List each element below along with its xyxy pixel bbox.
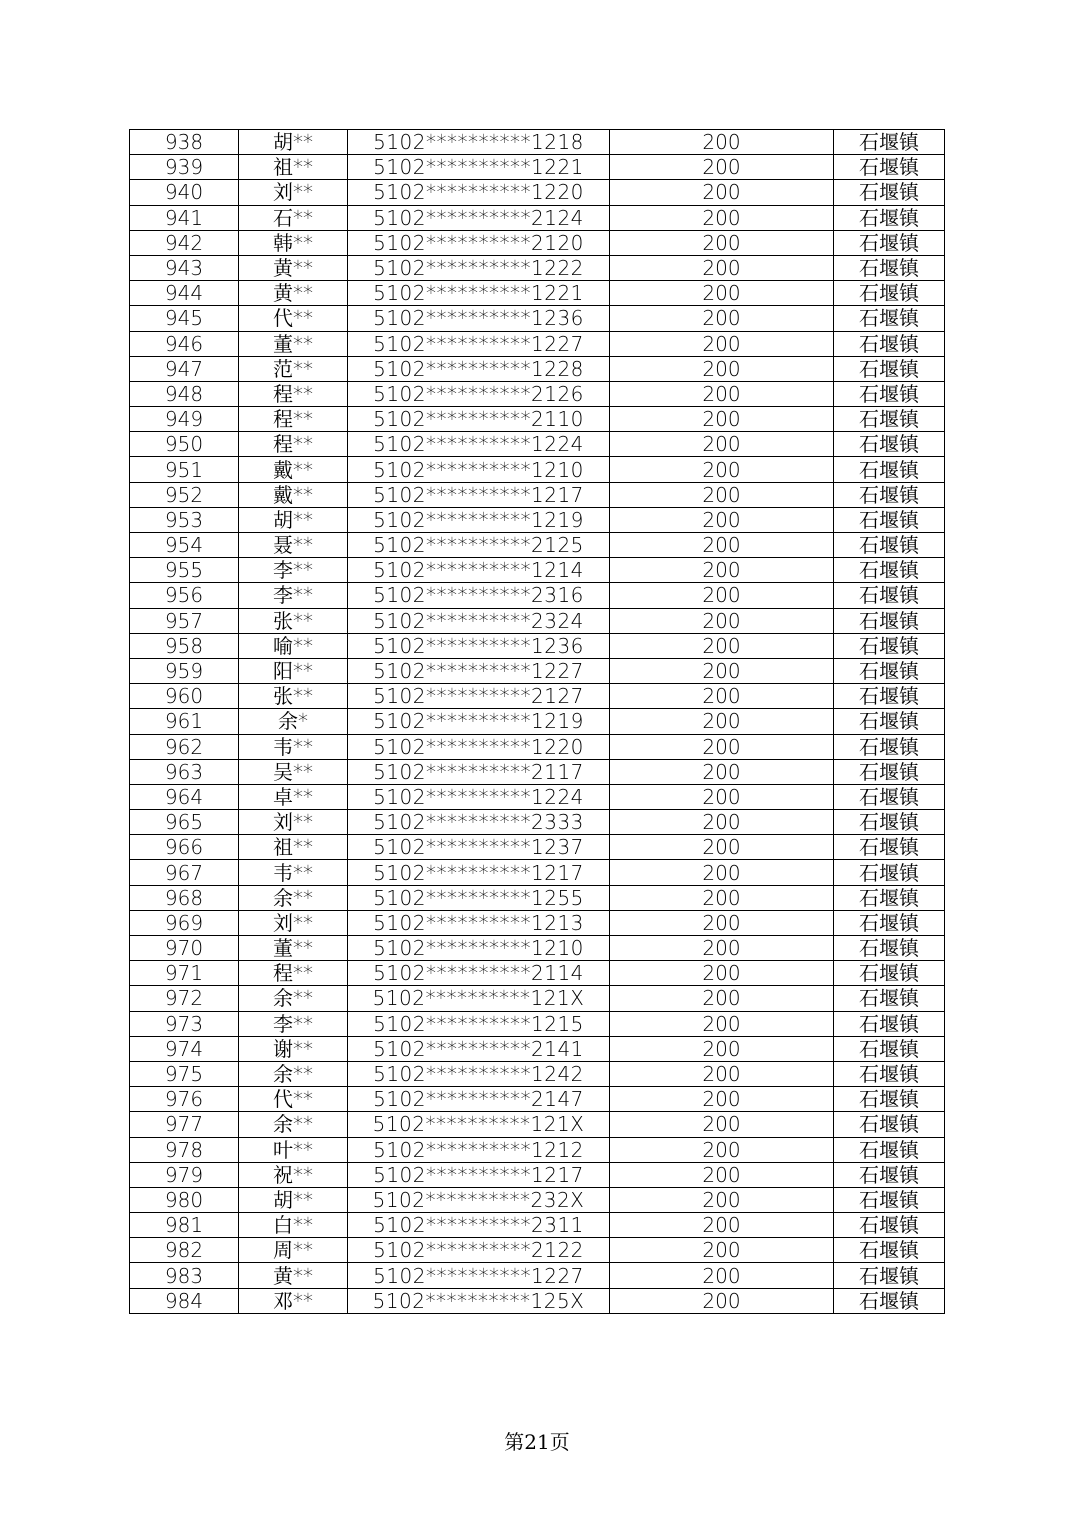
town-cell: 石堰镇: [834, 155, 945, 180]
amount-cell: 200: [610, 658, 834, 683]
amount-cell: 200: [610, 1036, 834, 1061]
name-cell: 董**: [239, 936, 348, 961]
serial-number-cell: 952: [130, 482, 239, 507]
amount-cell: 200: [610, 684, 834, 709]
amount-cell: 200: [610, 583, 834, 608]
table-row: [130, 130, 945, 155]
town-cell: 石堰镇: [834, 230, 945, 255]
amount-cell: 200: [610, 986, 834, 1011]
name-cell: 阳**: [239, 658, 348, 683]
serial-number-cell: 961: [130, 709, 239, 734]
id-number-cell: 5102**********1210: [348, 936, 610, 961]
table-row: [130, 1061, 945, 1086]
name-cell: 刘**: [239, 810, 348, 835]
town-cell: 石堰镇: [834, 482, 945, 507]
town-cell: 石堰镇: [834, 180, 945, 205]
table-row: [130, 1087, 945, 1112]
town-cell: 石堰镇: [834, 658, 945, 683]
id-number-cell: 5102**********1221: [348, 155, 610, 180]
table-row: [130, 961, 945, 986]
name-cell: 李**: [239, 558, 348, 583]
town-cell: 石堰镇: [834, 583, 945, 608]
serial-number-cell: 960: [130, 684, 239, 709]
amount-cell: 200: [610, 961, 834, 986]
town-cell: 石堰镇: [834, 306, 945, 331]
name-cell: 石**: [239, 205, 348, 230]
id-number-cell: 5102**********2120: [348, 230, 610, 255]
id-number-cell: 5102**********2126: [348, 381, 610, 406]
table-row: [130, 709, 945, 734]
table-row: [130, 1137, 945, 1162]
table-row: [130, 910, 945, 935]
id-number-cell: 5102**********1220: [348, 734, 610, 759]
table-row: [130, 684, 945, 709]
id-number-cell: 5102**********2311: [348, 1213, 610, 1238]
amount-cell: 200: [610, 608, 834, 633]
serial-number-cell: 976: [130, 1087, 239, 1112]
amount-cell: 200: [610, 130, 834, 155]
town-cell: 石堰镇: [834, 633, 945, 658]
town-cell: 石堰镇: [834, 1213, 945, 1238]
amount-cell: 200: [610, 910, 834, 935]
name-cell: 余**: [239, 885, 348, 910]
name-cell: 余**: [239, 1112, 348, 1137]
id-number-cell: 5102**********1217: [348, 860, 610, 885]
amount-cell: 200: [610, 205, 834, 230]
name-cell: 韩**: [239, 230, 348, 255]
town-cell: 石堰镇: [834, 1137, 945, 1162]
name-cell: 戴**: [239, 482, 348, 507]
amount-cell: 200: [610, 835, 834, 860]
name-cell: 黄**: [239, 281, 348, 306]
table-row: [130, 1112, 945, 1137]
name-cell: 戴**: [239, 457, 348, 482]
amount-cell: 200: [610, 885, 834, 910]
serial-number-cell: 940: [130, 180, 239, 205]
id-number-cell: 5102**********1222: [348, 255, 610, 280]
town-cell: 石堰镇: [834, 961, 945, 986]
town-cell: 石堰镇: [834, 558, 945, 583]
serial-number-cell: 959: [130, 658, 239, 683]
id-number-cell: 5102**********1212: [348, 1137, 610, 1162]
id-number-cell: 5102**********1236: [348, 306, 610, 331]
amount-cell: 200: [610, 331, 834, 356]
id-number-cell: 5102**********1213: [348, 910, 610, 935]
table-row: [130, 986, 945, 1011]
table-row: [130, 810, 945, 835]
serial-number-cell: 948: [130, 381, 239, 406]
id-number-cell: 5102**********2122: [348, 1238, 610, 1263]
serial-number-cell: 965: [130, 810, 239, 835]
id-number-cell: 5102**********1218: [348, 130, 610, 155]
town-cell: 石堰镇: [834, 986, 945, 1011]
serial-number-cell: 982: [130, 1238, 239, 1263]
serial-number-cell: 969: [130, 910, 239, 935]
serial-number-cell: 974: [130, 1036, 239, 1061]
serial-number-cell: 939: [130, 155, 239, 180]
town-cell: 石堰镇: [834, 910, 945, 935]
serial-number-cell: 968: [130, 885, 239, 910]
name-cell: 胡**: [239, 507, 348, 532]
table-row: [130, 860, 945, 885]
table-row: [130, 936, 945, 961]
id-number-cell: 5102**********2333: [348, 810, 610, 835]
serial-number-cell: 977: [130, 1112, 239, 1137]
town-cell: 石堰镇: [834, 860, 945, 885]
table-row: [130, 784, 945, 809]
id-number-cell: 5102**********1255: [348, 885, 610, 910]
town-cell: 石堰镇: [834, 835, 945, 860]
name-cell: 刘**: [239, 180, 348, 205]
name-cell: 刘**: [239, 910, 348, 935]
amount-cell: 200: [610, 633, 834, 658]
serial-number-cell: 975: [130, 1061, 239, 1086]
serial-number-cell: 945: [130, 306, 239, 331]
amount-cell: 200: [610, 457, 834, 482]
table-row: [130, 507, 945, 532]
amount-cell: 200: [610, 1162, 834, 1187]
amount-cell: 200: [610, 936, 834, 961]
name-cell: 祝**: [239, 1162, 348, 1187]
town-cell: 石堰镇: [834, 1011, 945, 1036]
town-cell: 石堰镇: [834, 608, 945, 633]
serial-number-cell: 946: [130, 331, 239, 356]
town-cell: 石堰镇: [834, 356, 945, 381]
id-number-cell: 5102**********2324: [348, 608, 610, 633]
town-cell: 石堰镇: [834, 205, 945, 230]
town-cell: 石堰镇: [834, 1162, 945, 1187]
town-cell: 石堰镇: [834, 507, 945, 532]
serial-number-cell: 951: [130, 457, 239, 482]
serial-number-cell: 958: [130, 633, 239, 658]
name-cell: 韦**: [239, 734, 348, 759]
name-cell: 黄**: [239, 255, 348, 280]
id-number-cell: 5102**********1227: [348, 658, 610, 683]
table-row: [130, 281, 945, 306]
name-cell: 董**: [239, 331, 348, 356]
id-number-cell: 5102**********125X: [348, 1288, 610, 1313]
id-number-cell: 5102**********2117: [348, 759, 610, 784]
name-cell: 喻**: [239, 633, 348, 658]
id-number-cell: 5102**********2125: [348, 533, 610, 558]
table-row: [130, 306, 945, 331]
serial-number-cell: 944: [130, 281, 239, 306]
table-row: [130, 885, 945, 910]
table-row: [130, 407, 945, 432]
table-row: [130, 432, 945, 457]
table-row: [130, 658, 945, 683]
page-number: 第21页: [504, 1430, 570, 1454]
name-cell: 黄**: [239, 1263, 348, 1288]
serial-number-cell: 980: [130, 1187, 239, 1212]
serial-number-cell: 963: [130, 759, 239, 784]
amount-cell: 200: [610, 432, 834, 457]
town-cell: 石堰镇: [834, 457, 945, 482]
table-row: [130, 205, 945, 230]
id-number-cell: 5102**********1214: [348, 558, 610, 583]
id-number-cell: 5102**********1221: [348, 281, 610, 306]
town-cell: 石堰镇: [834, 1187, 945, 1212]
id-number-cell: 5102**********1219: [348, 507, 610, 532]
table-row: [130, 734, 945, 759]
amount-cell: 200: [610, 784, 834, 809]
amount-cell: 200: [610, 709, 834, 734]
table-row: [130, 381, 945, 406]
id-number-cell: 5102**********2114: [348, 961, 610, 986]
amount-cell: 200: [610, 1087, 834, 1112]
town-cell: 石堰镇: [834, 709, 945, 734]
serial-number-cell: 947: [130, 356, 239, 381]
amount-cell: 200: [610, 1061, 834, 1086]
id-number-cell: 5102**********2127: [348, 684, 610, 709]
table-row: [130, 1187, 945, 1212]
name-cell: 程**: [239, 381, 348, 406]
amount-cell: 200: [610, 734, 834, 759]
amount-cell: 200: [610, 810, 834, 835]
amount-cell: 200: [610, 356, 834, 381]
id-number-cell: 5102**********1227: [348, 331, 610, 356]
town-cell: 石堰镇: [834, 810, 945, 835]
name-cell: 胡**: [239, 1187, 348, 1212]
serial-number-cell: 950: [130, 432, 239, 457]
name-cell: 余**: [239, 1061, 348, 1086]
table-row: [130, 180, 945, 205]
amount-cell: 200: [610, 482, 834, 507]
serial-number-cell: 971: [130, 961, 239, 986]
table-row: [130, 583, 945, 608]
serial-number-cell: 984: [130, 1288, 239, 1313]
town-cell: 石堰镇: [834, 255, 945, 280]
table-row: [130, 1162, 945, 1187]
id-number-cell: 5102**********1224: [348, 784, 610, 809]
id-number-cell: 5102**********1228: [348, 356, 610, 381]
name-cell: 张**: [239, 608, 348, 633]
serial-number-cell: 954: [130, 533, 239, 558]
name-cell: 聂**: [239, 533, 348, 558]
name-cell: 韦**: [239, 860, 348, 885]
town-cell: 石堰镇: [834, 1288, 945, 1313]
town-cell: 石堰镇: [834, 1036, 945, 1061]
amount-cell: 200: [610, 759, 834, 784]
id-number-cell: 5102**********232X: [348, 1187, 610, 1212]
name-cell: 范**: [239, 356, 348, 381]
name-cell: 代**: [239, 306, 348, 331]
name-cell: 李**: [239, 1011, 348, 1036]
amount-cell: 200: [610, 230, 834, 255]
name-cell: 胡**: [239, 130, 348, 155]
name-cell: 周**: [239, 1238, 348, 1263]
serial-number-cell: 962: [130, 734, 239, 759]
name-cell: 张**: [239, 684, 348, 709]
serial-number-cell: 979: [130, 1162, 239, 1187]
name-cell: 谢**: [239, 1036, 348, 1061]
table-row: [130, 1263, 945, 1288]
town-cell: 石堰镇: [834, 1238, 945, 1263]
id-number-cell: 5102**********1242: [348, 1061, 610, 1086]
id-number-cell: 5102**********121X: [348, 986, 610, 1011]
amount-cell: 200: [610, 1263, 834, 1288]
serial-number-cell: 956: [130, 583, 239, 608]
town-cell: 石堰镇: [834, 381, 945, 406]
serial-number-cell: 970: [130, 936, 239, 961]
amount-cell: 200: [610, 306, 834, 331]
serial-number-cell: 941: [130, 205, 239, 230]
name-cell: 代**: [239, 1087, 348, 1112]
town-cell: 石堰镇: [834, 432, 945, 457]
serial-number-cell: 966: [130, 835, 239, 860]
name-cell: 白**: [239, 1213, 348, 1238]
table-row: [130, 1036, 945, 1061]
town-cell: 石堰镇: [834, 684, 945, 709]
name-cell: 吴**: [239, 759, 348, 784]
id-number-cell: 5102**********1227: [348, 1263, 610, 1288]
serial-number-cell: 967: [130, 860, 239, 885]
name-cell: 程**: [239, 432, 348, 457]
town-cell: 石堰镇: [834, 130, 945, 155]
town-cell: 石堰镇: [834, 734, 945, 759]
id-number-cell: 5102**********1224: [348, 432, 610, 457]
id-number-cell: 5102**********2110: [348, 407, 610, 432]
id-number-cell: 5102**********1210: [348, 457, 610, 482]
name-cell: 邓**: [239, 1288, 348, 1313]
amount-cell: 200: [610, 1238, 834, 1263]
town-cell: 石堰镇: [834, 784, 945, 809]
town-cell: 石堰镇: [834, 1087, 945, 1112]
name-cell: 程**: [239, 407, 348, 432]
serial-number-cell: 957: [130, 608, 239, 633]
amount-cell: 200: [610, 1187, 834, 1212]
serial-number-cell: 978: [130, 1137, 239, 1162]
town-cell: 石堰镇: [834, 1061, 945, 1086]
table-row: [130, 1288, 945, 1313]
table-row: [130, 759, 945, 784]
serial-number-cell: 938: [130, 130, 239, 155]
id-number-cell: 5102**********1215: [348, 1011, 610, 1036]
amount-cell: 200: [610, 860, 834, 885]
serial-number-cell: 942: [130, 230, 239, 255]
amount-cell: 200: [610, 180, 834, 205]
table-row: [130, 457, 945, 482]
table-row: [130, 533, 945, 558]
table-row: [130, 1011, 945, 1036]
amount-cell: 200: [610, 558, 834, 583]
subsidy-list-table: [129, 129, 945, 1314]
id-number-cell: 5102**********2124: [348, 205, 610, 230]
serial-number-cell: 972: [130, 986, 239, 1011]
town-cell: 石堰镇: [834, 1263, 945, 1288]
name-cell: 余*: [239, 709, 348, 734]
serial-number-cell: 943: [130, 255, 239, 280]
name-cell: 程**: [239, 961, 348, 986]
town-cell: 石堰镇: [834, 533, 945, 558]
id-number-cell: 5102**********1219: [348, 709, 610, 734]
amount-cell: 200: [610, 1137, 834, 1162]
serial-number-cell: 955: [130, 558, 239, 583]
table-row: [130, 255, 945, 280]
serial-number-cell: 964: [130, 784, 239, 809]
table-row: [130, 1238, 945, 1263]
id-number-cell: 5102**********121X: [348, 1112, 610, 1137]
amount-cell: 200: [610, 407, 834, 432]
id-number-cell: 5102**********2141: [348, 1036, 610, 1061]
amount-cell: 200: [610, 533, 834, 558]
serial-number-cell: 973: [130, 1011, 239, 1036]
id-number-cell: 5102**********1217: [348, 1162, 610, 1187]
id-number-cell: 5102**********1217: [348, 482, 610, 507]
amount-cell: 200: [610, 155, 834, 180]
town-cell: 石堰镇: [834, 281, 945, 306]
id-number-cell: 5102**********1237: [348, 835, 610, 860]
name-cell: 余**: [239, 986, 348, 1011]
table-row: [130, 155, 945, 180]
town-cell: 石堰镇: [834, 331, 945, 356]
id-number-cell: 5102**********2316: [348, 583, 610, 608]
amount-cell: 200: [610, 1213, 834, 1238]
table-row: [130, 331, 945, 356]
table-row: [130, 608, 945, 633]
serial-number-cell: 953: [130, 507, 239, 532]
id-number-cell: 5102**********1220: [348, 180, 610, 205]
town-cell: 石堰镇: [834, 1112, 945, 1137]
id-number-cell: 5102**********1236: [348, 633, 610, 658]
serial-number-cell: 949: [130, 407, 239, 432]
serial-number-cell: 983: [130, 1263, 239, 1288]
amount-cell: 200: [610, 381, 834, 406]
name-cell: 叶**: [239, 1137, 348, 1162]
id-number-cell: 5102**********2147: [348, 1087, 610, 1112]
table-row: [130, 356, 945, 381]
name-cell: 李**: [239, 583, 348, 608]
amount-cell: 200: [610, 281, 834, 306]
amount-cell: 200: [610, 1288, 834, 1313]
amount-cell: 200: [610, 255, 834, 280]
town-cell: 石堰镇: [834, 885, 945, 910]
town-cell: 石堰镇: [834, 936, 945, 961]
amount-cell: 200: [610, 1011, 834, 1036]
table-row: [130, 482, 945, 507]
table-row: [130, 1213, 945, 1238]
name-cell: 卓**: [239, 784, 348, 809]
table-row: [130, 558, 945, 583]
table-row: [130, 835, 945, 860]
amount-cell: 200: [610, 507, 834, 532]
town-cell: 石堰镇: [834, 407, 945, 432]
amount-cell: 200: [610, 1112, 834, 1137]
name-cell: 祖**: [239, 835, 348, 860]
name-cell: 祖**: [239, 155, 348, 180]
table-body: [130, 130, 945, 1314]
serial-number-cell: 981: [130, 1213, 239, 1238]
table-row: [130, 230, 945, 255]
town-cell: 石堰镇: [834, 759, 945, 784]
table-row: [130, 633, 945, 658]
